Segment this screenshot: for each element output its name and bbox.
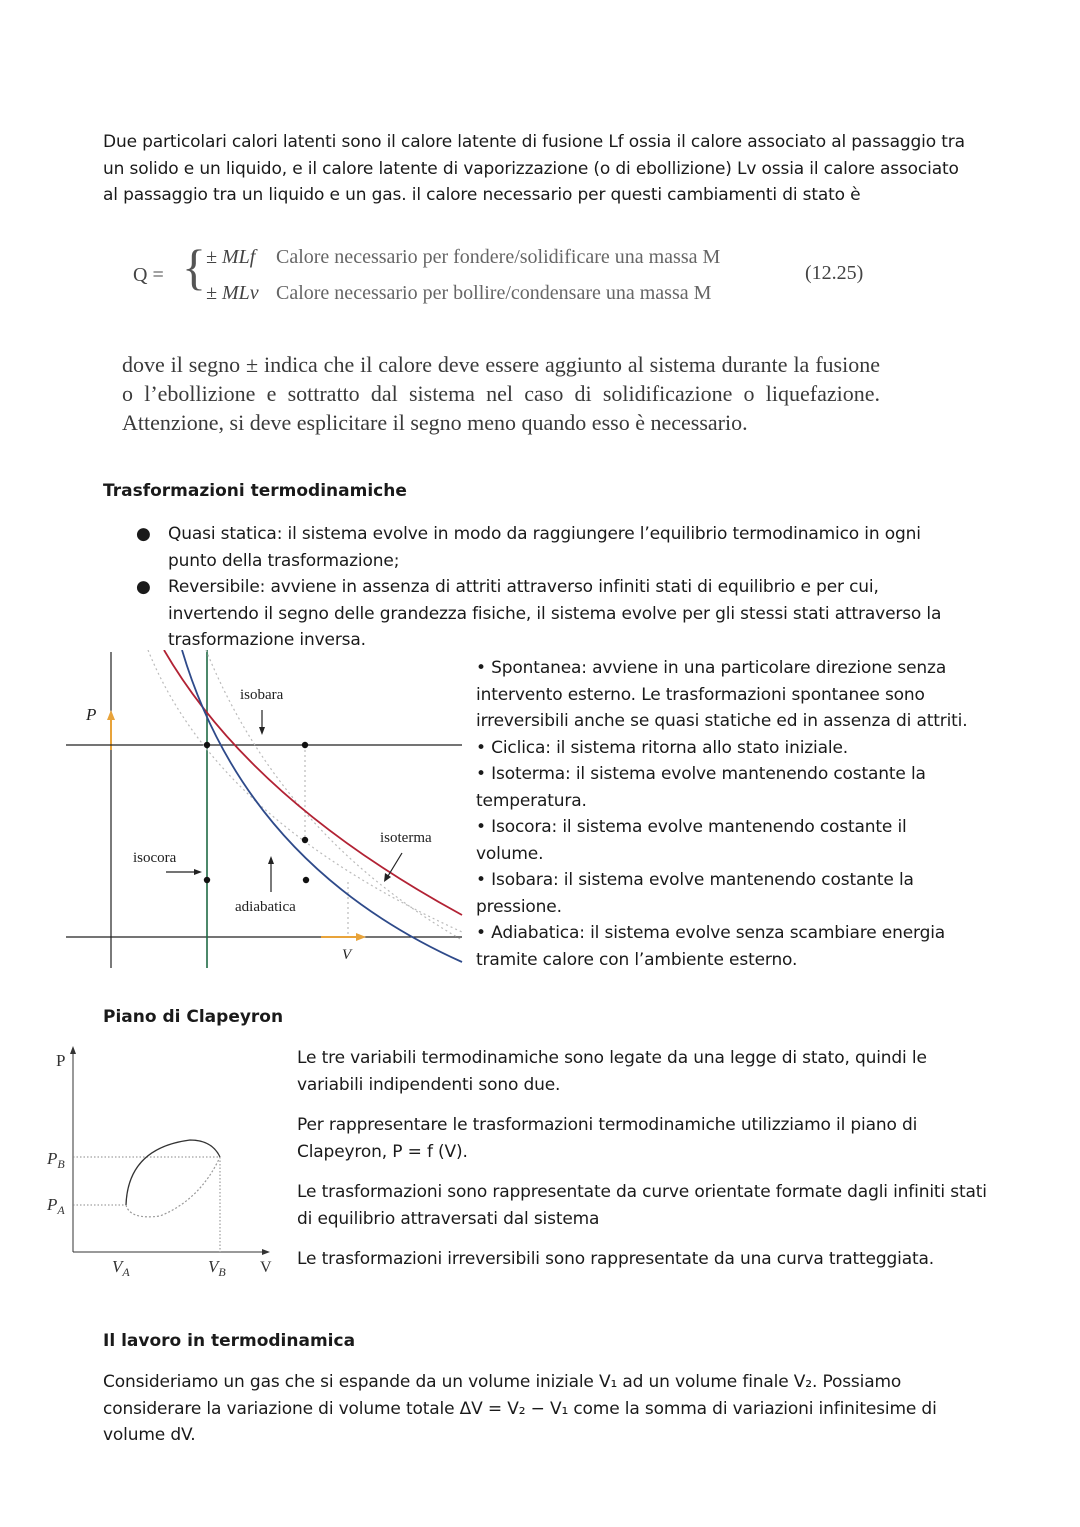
item-text: Adiabatica: il sistema evolve senza scambiare energia tramite calore con l’ambiente esterno.	[476, 923, 946, 970]
item-text: Ciclica: il sistema ritorna allo stato iniziale.	[491, 737, 849, 758]
list-item	[476, 920, 976, 973]
bullet-dot: •	[476, 764, 492, 784]
formula-row2-text: Calore necessario per bollire/condensare una massa M	[276, 282, 712, 304]
irreversible-curve	[126, 1157, 220, 1217]
section-title-work: Il lavoro in termodinamica	[103, 1331, 356, 1351]
isotherm-curve	[164, 650, 462, 915]
bullet-dot: •	[476, 870, 492, 890]
state-point	[303, 877, 309, 883]
label-adiabatica: adiabatica	[235, 899, 296, 915]
axis-v-label: V	[260, 1259, 272, 1276]
pointer-arrowhead	[268, 856, 274, 864]
item-text: Isoterma: il sistema evolve mantenendo costante la temperatura.	[476, 764, 926, 811]
pointer-arrowhead	[259, 727, 265, 735]
clapeyron-text	[297, 1045, 987, 1273]
pointer-arrowhead	[194, 869, 202, 875]
section-title-transform: Trasformazioni termodinamiche	[103, 481, 407, 501]
formula-row1-text: Calore necessario per fondere/solidificare una massa M	[276, 246, 721, 268]
axis-p-label: P	[56, 1051, 66, 1070]
paragraph: Per rappresentare le trasformazioni termodinamiche utilizziamo il piano di Clapeyron, P = f (V).	[297, 1115, 918, 1162]
bullet-dot: •	[476, 658, 492, 678]
label-pa: $P_A$	[47, 1195, 65, 1217]
state-point	[302, 742, 308, 748]
state-point	[302, 837, 308, 843]
pointer-arrowhead	[384, 873, 391, 882]
item-text: Isocora: il sistema evolve mantenendo costante il volume.	[476, 817, 907, 864]
formula-row1-term: ± MLf	[206, 246, 256, 268]
formula-number: (12.25)	[805, 262, 864, 284]
axis-p-label: P	[86, 705, 97, 724]
intro-paragraph: Due particolari calori latenti sono il calore latente di fusione Lf ossia il calore associato al passaggio tra un solido e un liquido, e il calore latente di vaporizzazione (o di ebollizione) Lv ossia il calore associato al passaggio tra un liquido e un gas. il calore necessario per questi cambiamenti di stato è	[103, 132, 965, 205]
bullet-dot: ●	[136, 577, 151, 597]
state-point	[204, 877, 210, 883]
clapeyron-diagram	[40, 1040, 290, 1280]
p-axis-arrowhead	[107, 710, 115, 720]
formula-lhs: Q =	[133, 264, 164, 286]
pointer-arrow	[388, 853, 402, 876]
bullet-dot: •	[476, 817, 492, 837]
item-text: Isobara: il sistema evolve mantenendo costante la pressione.	[476, 870, 914, 917]
axis-v-label: V	[342, 947, 352, 963]
bullet-list	[136, 521, 956, 654]
p-axis-arrowhead	[70, 1046, 76, 1054]
list-item	[476, 761, 976, 814]
list-item	[476, 735, 976, 762]
list-item	[136, 574, 956, 654]
label-isocora: isocora	[133, 850, 177, 866]
state-point	[204, 742, 210, 748]
reversible-curve	[126, 1140, 220, 1205]
paragraph: Le trasformazioni sono rappresentate da curve orientate formate dagli infiniti stati di equilibrio attraversati dal sistema	[297, 1182, 987, 1229]
paragraph: Le trasformazioni irreversibili sono rappresentate da una curva tratteggiata.	[297, 1249, 935, 1269]
book-text: dove il segno ± indica che il calore deve essere aggiunto al sistema durante la fusione o l’ebollizione e sottratto dal sistema nel caso di solidificazione o liquefazione. Attenzione, si deve esplicitare il segno meno quando esso è necessario.	[122, 352, 880, 435]
item-text: Spontanea: avviene in una particolare direzione senza intervento esterno. Le trasformazioni spontanee sono irreversibili anche se quasi statiche ed in assenza di attriti.	[476, 658, 968, 731]
list-item	[476, 867, 976, 920]
formula-row2-term: ± MLv	[206, 282, 259, 304]
v-axis-arrowhead	[356, 933, 366, 941]
list-item	[136, 521, 956, 574]
bullet-dot: •	[476, 923, 492, 943]
bullet-dot: •	[476, 737, 492, 758]
list-item	[476, 814, 976, 867]
bullet-text: Quasi statica: il sistema evolve in modo da raggiungere l’equilibrio termodinamico in ogni punto della trasformazione;	[168, 524, 921, 571]
v-axis-arrowhead	[262, 1249, 270, 1255]
adiabat-curve	[182, 650, 462, 962]
list-item	[476, 655, 976, 735]
formula-block	[120, 238, 890, 318]
work-paragraph: Consideriamo un gas che si espande da un volume iniziale V₁ ad un volume finale V₂. Possiamo considerare la variazione di volume totale ΔV = V₂ − V₁ come la somma di variazioni infinitesime di volume dV.	[103, 1372, 937, 1445]
bullet-text: Reversibile: avviene in assenza di attriti attraverso infiniti stati di equilibrio e per cui, invertendo il segno delle grandezza fisiche, il sistema evolve per gli stessi stati attraverso la trasformazione inversa.	[168, 577, 942, 650]
formula-brace: {	[182, 239, 206, 295]
bullet-dot: ●	[136, 524, 151, 544]
label-va: $V_A$	[112, 1257, 130, 1279]
label-isoterma: isoterma	[380, 830, 432, 846]
paragraph: Le tre variabili termodinamiche sono legate da una legge di stato, quindi le variabili indipendenti sono due.	[297, 1048, 927, 1095]
label-isobara: isobara	[240, 687, 284, 703]
transform-types-list	[476, 655, 976, 973]
label-pb: $P_B$	[47, 1149, 65, 1171]
section-title-clapeyron: Piano di Clapeyron	[103, 1007, 284, 1027]
transformations-diagram	[66, 650, 466, 970]
label-vb: $V_B$	[208, 1257, 226, 1279]
